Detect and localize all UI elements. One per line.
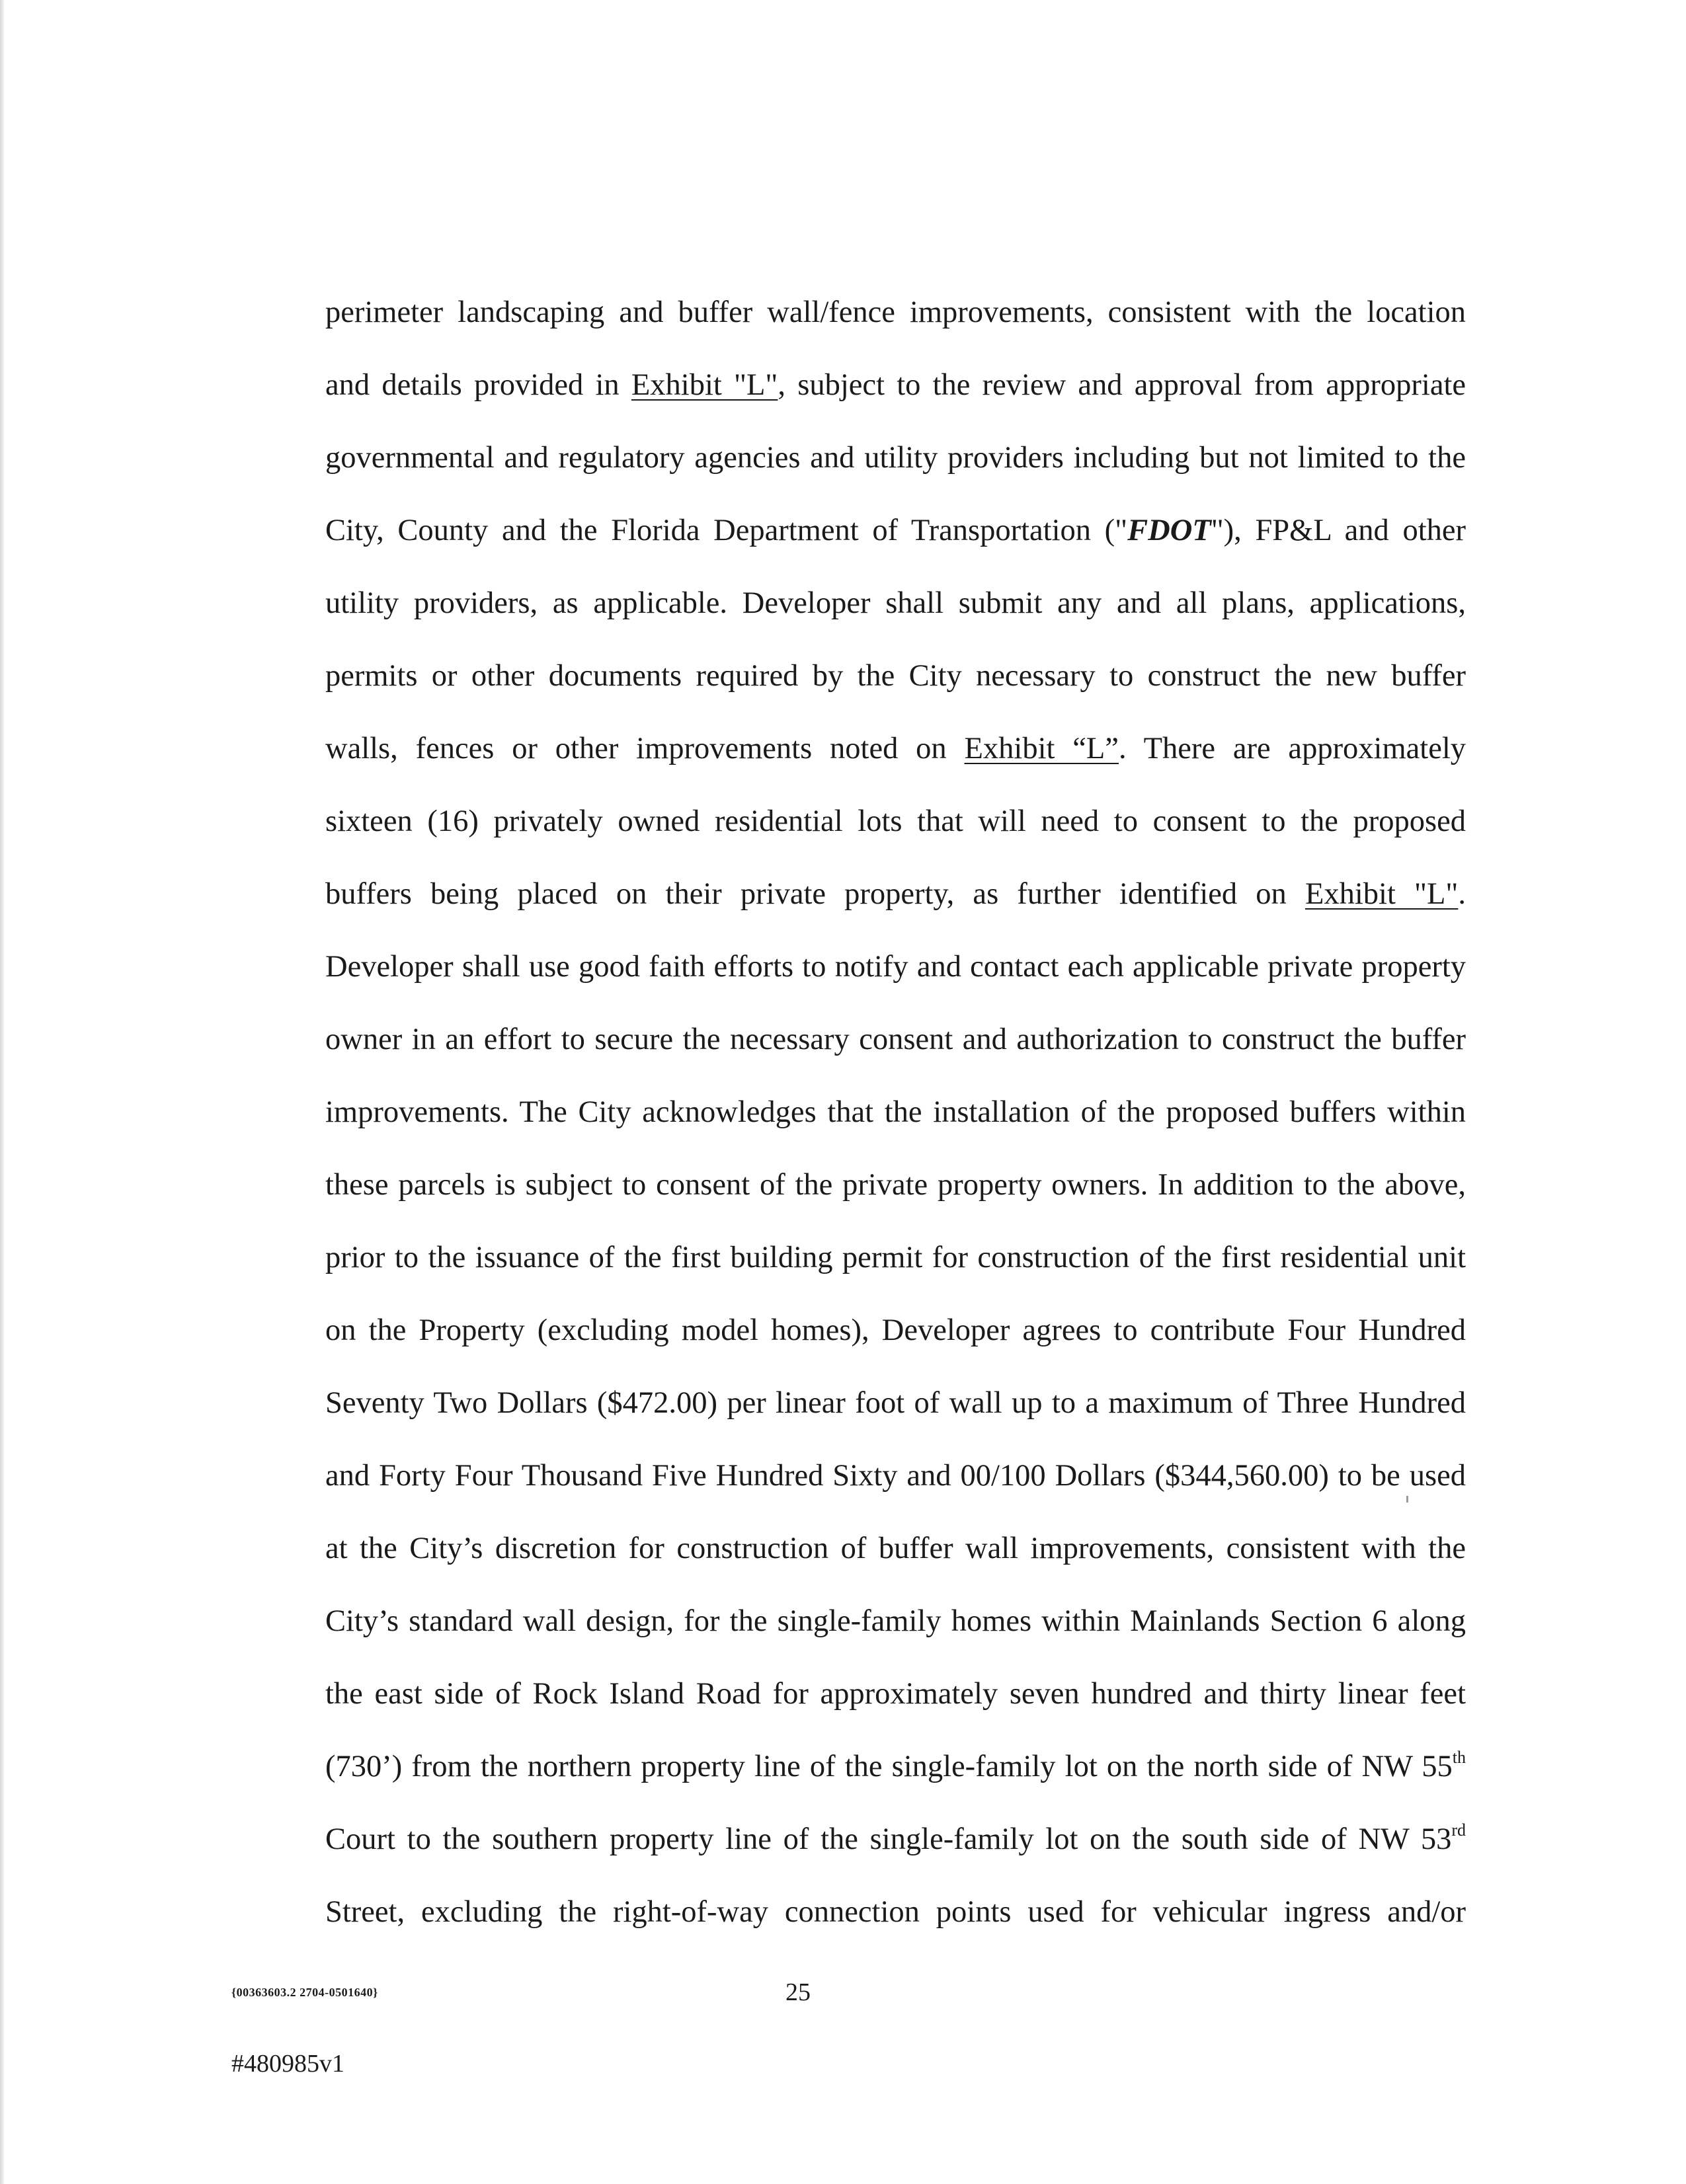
body-line [325,1003,1466,1076]
body-line [325,931,1466,1003]
text-run: (730’) from the northern property line of the single-family lot on the north side of NW 55 [325,1750,1453,1783]
body-line [325,1585,1466,1658]
body-line [325,1803,1466,1876]
text-run: and Forty Four Thousand Five Hundred Sixty and 00/100 Dollars ($344,560.00) to be used [325,1459,1466,1493]
text-run: prior to the issuance of the first building permit for construction of the first residential unit [325,1241,1466,1274]
body-line [325,1512,1466,1585]
exhibit-reference: Exhibit “L” [964,732,1119,765]
text-run: . There are approximately [1118,732,1466,765]
body-line [325,1076,1466,1149]
body-line [325,858,1466,931]
defined-term: FDOT [1127,514,1211,547]
body-line [325,276,1466,349]
body-line [325,640,1466,713]
exhibit-reference: Exhibit "L" [631,368,778,402]
ordinal-superscript: th [1452,1747,1466,1767]
body-line [325,567,1466,640]
body-line [325,1222,1466,1294]
exhibit-reference: Exhibit "L" [1305,877,1459,911]
page-number: 25 [785,1978,811,2006]
scan-edge [0,0,4,2184]
text-run: Street, excluding the right-of-way connection points used for vehicular ingress and/or [325,1895,1466,1929]
text-run: owner in an effort to secure the necessary consent and authorization to construct the buffer [325,1023,1466,1056]
text-run: permits or other documents required by the City necessary to construct the new buffer [325,659,1466,693]
body-line [325,1658,1466,1731]
text-run: Developer shall use good faith efforts to notify and contact each applicable private property [325,950,1466,984]
text-run: City, County and the Florida Department of Transportation (" [325,514,1128,547]
text-run: Court to the southern property line of the single-family lot on the south side of NW 53 [325,1822,1452,1856]
text-run: Seventy Two Dollars ($472.00) per linear foot of wall up to a maximum of Three Hundred [325,1386,1466,1420]
body-line [325,1149,1466,1222]
body-line [325,1294,1466,1367]
text-run: these parcels is subject to consent of the private property owners. In addition to the above, [325,1168,1466,1202]
body-line [325,349,1466,422]
ordinal-superscript: rd [1451,1820,1466,1840]
text-run: the east side of Rock Island Road for approximately seven hundred and thirty linear feet [325,1677,1466,1711]
text-run: City’s standard wall design, for the single-family homes within Mainlands Section 6 along [325,1604,1466,1638]
text-run: and details provided in [325,368,631,402]
stray-scan-mark [1406,1496,1408,1502]
body-line [325,785,1466,858]
text-run: . [1458,877,1466,911]
text-run: on the Property (excluding model homes), Developer agrees to contribute Four Hundred [325,1313,1466,1347]
version-tag: #480985v1 [231,2050,344,2078]
text-run: at the City’s discretion for construction of buffer wall improvements, consistent with the [325,1532,1466,1565]
text-run: walls, fences or other improvements noted on [325,732,965,765]
body-line [325,422,1466,494]
text-run: "), FP&L and other [1211,514,1466,547]
body-line [325,1440,1466,1512]
text-run: , subject to the review and approval from appropriate [778,368,1466,402]
text-run: perimeter landscaping and buffer wall/fence improvements, consistent with the location [325,295,1466,329]
page-body [325,276,1466,1949]
body-line [325,494,1466,567]
body-line [325,713,1466,785]
text-run: utility providers, as applicable. Developer shall submit any and all plans, applications, [325,586,1466,620]
text-run: buffers being placed on their private property, as further identified on [325,877,1305,911]
body-line [325,1876,1466,1949]
body-line [325,1367,1466,1440]
body-line [325,1731,1466,1803]
document-id: {00363603.2 2704-0501640} [231,1986,378,1999]
text-run: improvements. The City acknowledges that the installation of the proposed buffers within [325,1095,1466,1129]
text-run: governmental and regulatory agencies and utility providers including but not limited to the [325,441,1466,475]
text-run: sixteen (16) privately owned residential lots that will need to consent to the proposed [325,804,1466,838]
